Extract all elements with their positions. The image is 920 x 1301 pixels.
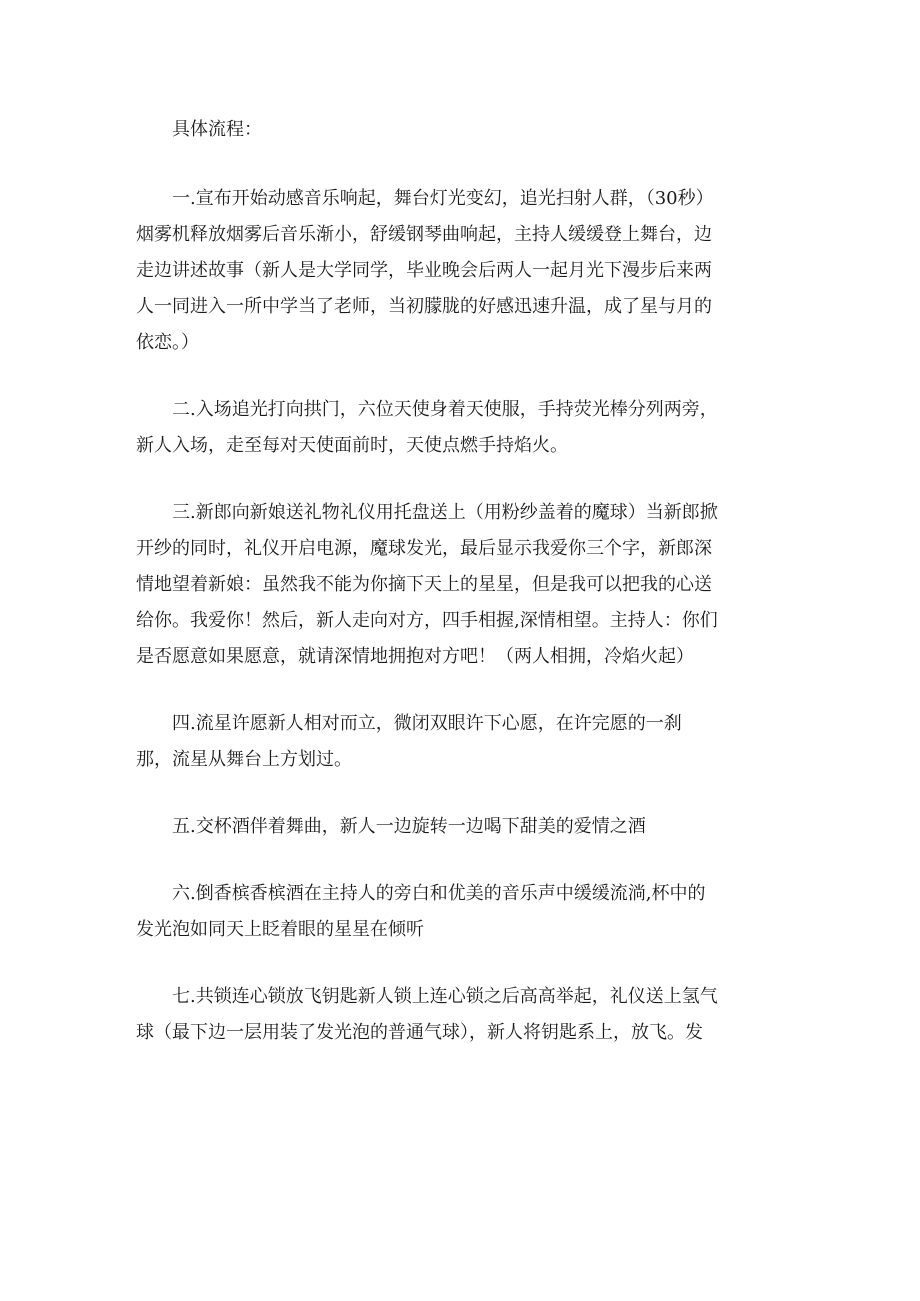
paragraph-step-5: 五.交杯酒伴着舞曲，新人一边旋转一边喝下甜美的爱情之酒 xyxy=(172,816,646,837)
paragraph-step-2: 二.入场追光打向拱门，六位天使身着天使服，手持荧光棒分列两旁， 新人入场，走至每对天使面前时，天使点燃手持焰火。 xyxy=(136,399,718,456)
paragraph-step-7: 七.共锁连心锁放飞钥匙新人锁上连心锁之后高高举起，礼仪送上氢气 球（最下边一层用装了发光泡的普通气球），新人将钥匙系上，放飞。发 xyxy=(136,986,718,1043)
paragraph-step-4: 四.流星许愿新人相对而立，微闭双眼许下心愿，在许完愿的一刹 那，流星从舞台上方划过。 xyxy=(136,713,682,770)
paragraph-step-3: 三.新郎向新娘送礼物礼仪用托盘送上（用粉纱盖着的魔球）当新郎掀 开纱的同时，礼仪开启电源，魔球发光，最后显示我爱你三个字，新郎深 情地望着新娘：虽然我不能为你摘下天上的星星，但是我可以把我的心送 给你。我爱你！然后，新人走向对方，四手相握,深情相望。主持人：你们 是否愿意如果愿意，就请深情地拥抱对方吧！（两人相拥，冷焰火起） xyxy=(136,502,718,667)
section-heading: 具体流程： xyxy=(172,119,262,140)
document-body xyxy=(136,112,784,1082)
paragraph-step-1: 一.宣布开始动感音乐响起，舞台灯光变幻，追光扫射人群，（30秒） 烟雾机释放烟雾后音乐渐小，舒缓钢琴曲响起，主持人缓缓登上舞台，边 走边讲述故事（新人是大学同学，毕业晚会后两人一起月光下漫步后来两 人一同进入一所中学当了老师，当初朦胧的好感迅速升温，成了星与月的 依恋。） xyxy=(136,188,714,353)
paragraph-step-6: 六.倒香槟香槟酒在主持人的旁白和优美的音乐声中缓缓流淌,杯中的 发光泡如同天上眨着眼的星星在倾听 xyxy=(136,883,706,940)
